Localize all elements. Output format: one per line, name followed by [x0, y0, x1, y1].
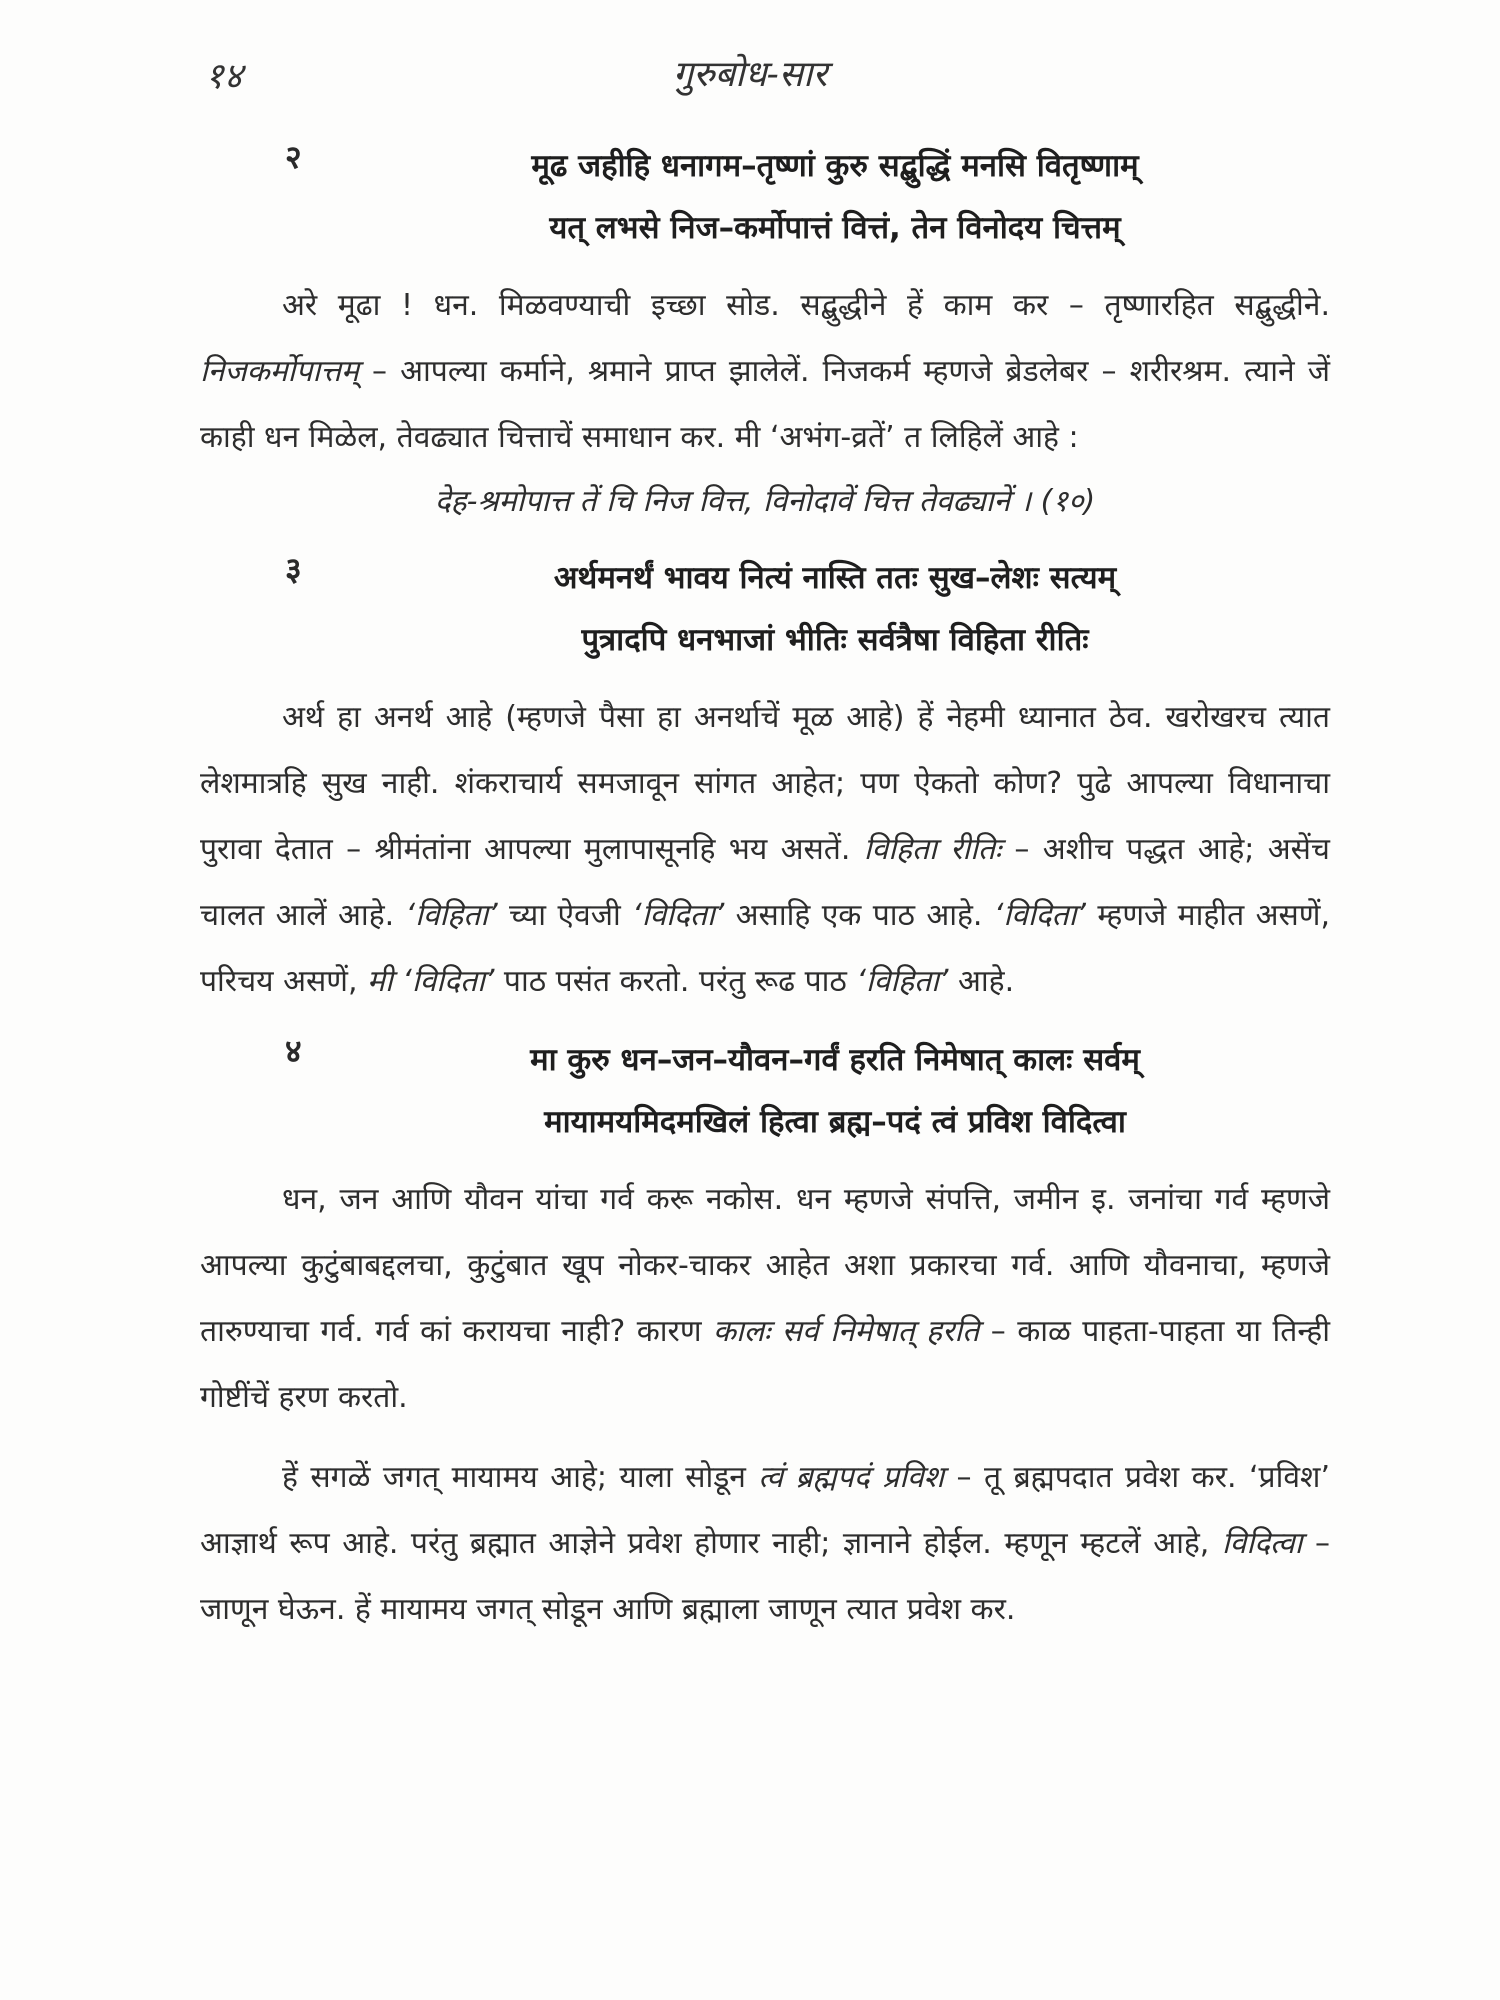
paragraph-text: – अशीच पद्धत आहे; असेंच चालत आलें आहे.	[200, 832, 1330, 933]
paragraph-text: अरे मूढा ! धन. मिळवण्याची इच्छा सोड. सद्बुद्धीने हें काम कर – तृष्णारहित सद्बुद्धीने.	[282, 288, 1330, 323]
italic-term: विहिता रीतिः	[863, 832, 1002, 867]
running-title: गुरुबोध-सार	[672, 54, 828, 95]
italic-term: त्वं ब्रह्मपदं प्रविश	[758, 1460, 945, 1495]
verse-line: मूढ जहीहि धनागम–तृष्णां कुरु सद्बुद्धिं मनसि वितृष्णाम्	[531, 148, 1139, 184]
italic-term: ‘विहिता’	[405, 898, 498, 933]
commentary-paragraph	[200, 1167, 1330, 1431]
verse-line: पुत्रादपि धनभाजां भीतिः सर्वत्रैषा विहिता रीतिः	[581, 622, 1089, 658]
paragraph-text: धन, जन आणि यौवन यांचा गर्व करू नकोस. धन म्हणजे संपत्ति, जमीन इ. जनांचा गर्व म्हणजे आपल्या कुटुंबाबद्दलचा, कुटुंबात खूप नोकर-चाकर आहेत अशा प्रकारचा गर्व. आणि यौवनाचा, म्हणजे तारुण्याचा गर्व. गर्व कां करायचा नाही? कारण	[200, 1182, 1330, 1349]
verse-number: ३	[285, 550, 302, 588]
page-body	[200, 135, 1330, 1643]
commentary-paragraph	[200, 1445, 1330, 1643]
paragraph-text: पाठ पसंत करतो. परंतु रूढ पाठ	[494, 964, 857, 999]
verse-line: यत् लभसे निज–कर्मोपात्तं वित्तं, तेन विनोदय चित्तम्	[549, 210, 1121, 246]
italic-term: मी ‘विदिता’	[367, 964, 495, 999]
paragraph-text: हें सगळें जगत् मायामय आहे; याला सोडून	[282, 1460, 759, 1495]
paragraph-text: म्हणजे माहीत असणें, परिचय असणें,	[200, 898, 1330, 999]
page-number: १४	[205, 56, 243, 97]
commentary-paragraph	[200, 273, 1330, 471]
verse-block	[200, 547, 1330, 671]
paragraph-text: – काळ पाहता-पाहता या तिन्ही गोष्टींचें हरण करतो.	[200, 1314, 1331, 1415]
paragraph-text: – तू ब्रह्मपदात प्रवेश कर. ‘प्रविश’ आज्ञार्थ रूप आहे. परंतु ब्रह्मात आज्ञेने प्रवेश होणार नाही; ज्ञानाने होईल. म्हणून म्हटलें आहे,	[200, 1460, 1330, 1561]
verse-line: मा कुरु धन–जन–यौवन–गर्वं हरति निमेषात् कालः सर्वम्	[530, 1042, 1140, 1078]
paragraph-text: – जाणून घेऊन. हें मायामय जगत् सोडून आणि ब्रह्माला जाणून त्यात प्रवेश कर.	[200, 1526, 1330, 1627]
verse-number: २	[285, 138, 302, 176]
paragraph-text: च्या ऐवजी	[497, 898, 633, 933]
italic-term: ‘विदिता’	[632, 898, 725, 933]
paragraph-text: आहे.	[948, 964, 1015, 999]
verse-line: अर्थमनर्थं भावय नित्यं नास्ति ततः सुख–लेशः सत्यम्	[553, 560, 1117, 596]
paragraph-text: – आपल्या कर्माने, श्रमाने प्राप्त झालेलें. निजकर्म म्हणजे ब्रेडलेबर – शरीरश्रम. त्याने जें काही धन मिळेल, तेवढ्यात चित्ताचें समाधान कर. मी ‘अभंग-व्रतें’ त लिहिलें आहे :	[200, 354, 1330, 455]
page-header	[0, 44, 1500, 104]
verse-block	[200, 1029, 1330, 1153]
italic-term: विदित्वा	[1221, 1526, 1303, 1561]
verse-line: मायामयमिदमखिलं हित्वा ब्रह्म–पदं त्वं प्रविश विदित्वा	[544, 1104, 1126, 1140]
paragraph-text: अर्थ हा अनर्थ आहे (म्हणजे पैसा हा अनर्थाचें मूळ आहे) हें नेहमी ध्यानात ठेव. खरोखरच त्यात लेशमात्रहि सुख नाही. शंकराचार्य समजावून सांगत आहेत; पण ऐकतो कोण? पुढे आपल्या विधानाचा पुरावा देतात – श्रीमंतांना आपल्या मुलापासूनहि भय असतें.	[200, 700, 1330, 867]
quoted-verse: देह-श्रमोपात्त तें चि निज वित्त, विनोदावें चित्त तेवढ्यानें । (१०)	[434, 484, 1096, 519]
commentary-paragraph	[200, 685, 1330, 1015]
paragraph-text: असाहि एक पाठ आहे.	[724, 898, 994, 933]
verse-block	[200, 135, 1330, 259]
italic-term: निजकर्मोपात्तम्	[200, 354, 359, 389]
italic-term: ‘विहिता’	[856, 964, 949, 999]
italic-term: कालः सर्व निमेषात् हरति	[713, 1314, 980, 1349]
italic-term: ‘विदिता’	[993, 898, 1086, 933]
verse-number: ४	[285, 1032, 302, 1070]
